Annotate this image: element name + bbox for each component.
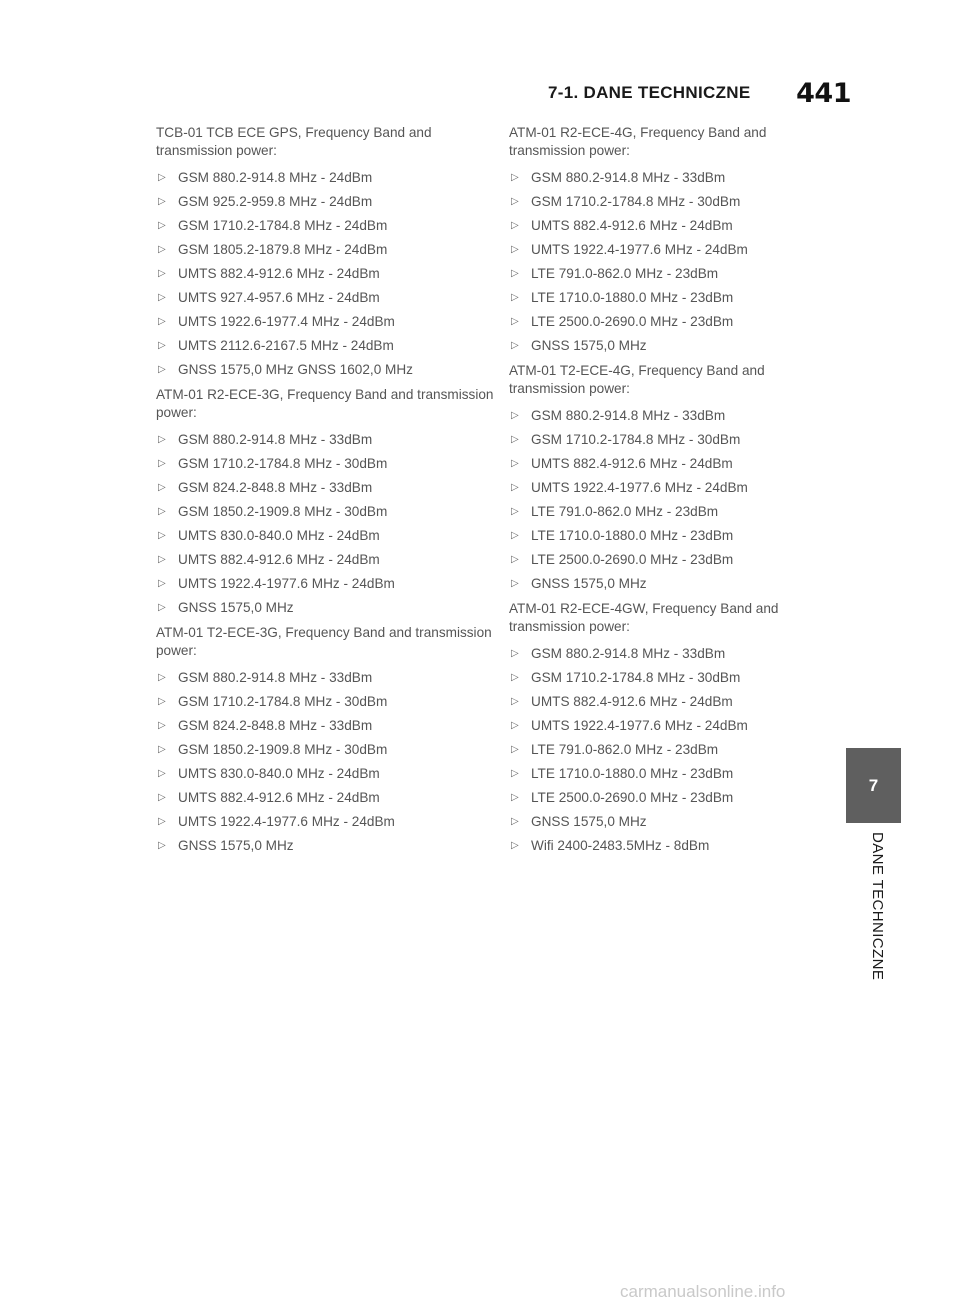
- list-item-text: UMTS 882.4-912.6 MHz - 24dBm: [178, 551, 380, 567]
- triangle-bullet-icon: ▷: [511, 577, 519, 589]
- list-item-text: GSM 1710.2-1784.8 MHz - 30dBm: [531, 193, 741, 209]
- list-item: [156, 237, 496, 261]
- page-header: [548, 78, 851, 108]
- section-heading: ATM-01 R2-ECE-4G, Frequency Band and transmission power:: [509, 125, 767, 158]
- list-item: [509, 427, 829, 451]
- triangle-bullet-icon: ▷: [511, 291, 519, 303]
- triangle-bullet-icon: ▷: [511, 647, 519, 659]
- triangle-bullet-icon: ▷: [511, 171, 519, 183]
- list-item-text: Wifi 2400-2483.5MHz - 8dBm: [531, 837, 710, 853]
- list-item-text: GSM 824.2-848.8 MHz - 33dBm: [178, 717, 373, 733]
- list-item: [156, 451, 496, 475]
- list-item: [509, 713, 829, 737]
- list-item: [156, 665, 496, 689]
- triangle-bullet-icon: ▷: [158, 719, 166, 731]
- list-item-text: GSM 1850.2-1909.8 MHz - 30dBm: [178, 741, 388, 757]
- list-item: [509, 641, 829, 665]
- list-item-text: UMTS 882.4-912.6 MHz - 24dBm: [531, 217, 733, 233]
- list-item: [156, 595, 496, 619]
- list-item: [156, 547, 496, 571]
- list-item-text: UMTS 1922.6-1977.4 MHz - 24dBm: [178, 313, 395, 329]
- spec-section: [509, 600, 829, 857]
- section-heading: ATM-01 T2-ECE-3G, Frequency Band and transmission power:: [156, 625, 492, 658]
- list-item-text: LTE 1710.0-1880.0 MHz - 23dBm: [531, 289, 734, 305]
- list-item-text: GSM 1710.2-1784.8 MHz - 30dBm: [178, 693, 388, 709]
- triangle-bullet-icon: ▷: [158, 577, 166, 589]
- list-item: [156, 833, 496, 857]
- triangle-bullet-icon: ▷: [158, 363, 166, 375]
- list-item: [509, 689, 829, 713]
- triangle-bullet-icon: ▷: [158, 243, 166, 255]
- list-item: [156, 357, 496, 381]
- spec-section: [156, 624, 496, 857]
- list-item-text: LTE 2500.0-2690.0 MHz - 23dBm: [531, 313, 734, 329]
- chapter-tab-number: 7: [868, 775, 879, 795]
- chapter-side-label: DANE TECHNICZNE: [869, 832, 886, 981]
- list-item-text: GNSS 1575,0 MHz: [531, 575, 647, 591]
- list-item: [156, 689, 496, 713]
- list-item: [509, 785, 829, 809]
- list-item: [509, 261, 829, 285]
- list-item: [156, 213, 496, 237]
- list-item: [156, 285, 496, 309]
- triangle-bullet-icon: ▷: [158, 743, 166, 755]
- list-item-text: UMTS 830.0-840.0 MHz - 24dBm: [178, 765, 380, 781]
- triangle-bullet-icon: ▷: [511, 791, 519, 803]
- triangle-bullet-icon: ▷: [158, 671, 166, 683]
- list-item: [509, 737, 829, 761]
- chapter-tab[interactable]: [846, 748, 901, 823]
- triangle-bullet-icon: ▷: [511, 219, 519, 231]
- list-item: [509, 451, 829, 475]
- list-item-text: LTE 1710.0-1880.0 MHz - 23dBm: [531, 527, 734, 543]
- list-item-text: LTE 791.0-862.0 MHz - 23dBm: [531, 503, 719, 519]
- triangle-bullet-icon: ▷: [511, 553, 519, 565]
- triangle-bullet-icon: ▷: [511, 339, 519, 351]
- list-item: [509, 189, 829, 213]
- triangle-bullet-icon: ▷: [158, 791, 166, 803]
- list-item-text: GNSS 1575,0 MHz: [531, 337, 647, 353]
- list-item-text: GSM 1850.2-1909.8 MHz - 30dBm: [178, 503, 388, 519]
- list-item-text: LTE 791.0-862.0 MHz - 23dBm: [531, 741, 719, 757]
- list-item: [509, 499, 829, 523]
- list-item-text: LTE 791.0-862.0 MHz - 23dBm: [531, 265, 719, 281]
- list-item-text: GSM 880.2-914.8 MHz - 33dBm: [531, 645, 726, 661]
- list-item: [156, 309, 496, 333]
- list-item: [156, 785, 496, 809]
- triangle-bullet-icon: ▷: [158, 529, 166, 541]
- list-item-text: GSM 1805.2-1879.8 MHz - 24dBm: [178, 241, 388, 257]
- triangle-bullet-icon: ▷: [158, 481, 166, 493]
- section-heading: ATM-01 R2-ECE-3G, Frequency Band and transmission power:: [156, 387, 494, 420]
- triangle-bullet-icon: ▷: [158, 553, 166, 565]
- list-item-text: UMTS 927.4-957.6 MHz - 24dBm: [178, 289, 380, 305]
- list-item-text: GSM 880.2-914.8 MHz - 33dBm: [178, 669, 373, 685]
- list-item-text: UMTS 882.4-912.6 MHz - 24dBm: [178, 265, 380, 281]
- triangle-bullet-icon: ▷: [158, 457, 166, 469]
- spec-section: [156, 124, 496, 381]
- list-item: [509, 761, 829, 785]
- triangle-bullet-icon: ▷: [158, 267, 166, 279]
- list-item: [156, 427, 496, 451]
- triangle-bullet-icon: ▷: [511, 267, 519, 279]
- list-item: [509, 165, 829, 189]
- triangle-bullet-icon: ▷: [158, 219, 166, 231]
- spec-section: [509, 362, 829, 595]
- list-item-text: UMTS 830.0-840.0 MHz - 24dBm: [178, 527, 380, 543]
- list-item: [509, 833, 829, 857]
- list-item: [156, 523, 496, 547]
- section-heading: ATM-01 T2-ECE-4G, Frequency Band and transmission power:: [509, 363, 765, 396]
- list-item: [156, 475, 496, 499]
- list-item: [156, 713, 496, 737]
- list-item-text: GNSS 1575,0 MHz GNSS 1602,0 MHz: [178, 361, 413, 377]
- list-item-text: GSM 880.2-914.8 MHz - 33dBm: [531, 169, 726, 185]
- triangle-bullet-icon: ▷: [511, 767, 519, 779]
- list-item: [509, 213, 829, 237]
- triangle-bullet-icon: ▷: [158, 839, 166, 851]
- triangle-bullet-icon: ▷: [511, 719, 519, 731]
- list-item: [156, 165, 496, 189]
- list-item: [509, 403, 829, 427]
- list-item: [509, 333, 829, 357]
- triangle-bullet-icon: ▷: [511, 457, 519, 469]
- triangle-bullet-icon: ▷: [158, 767, 166, 779]
- list-item: [509, 523, 829, 547]
- list-item-text: UMTS 882.4-912.6 MHz - 24dBm: [531, 693, 733, 709]
- list-item-text: UMTS 1922.4-1977.6 MHz - 24dBm: [531, 479, 748, 495]
- section-heading: TCB-01 TCB ECE GPS, Frequency Band and transmission power:: [156, 125, 432, 158]
- triangle-bullet-icon: ▷: [511, 671, 519, 683]
- triangle-bullet-icon: ▷: [511, 315, 519, 327]
- triangle-bullet-icon: ▷: [511, 505, 519, 517]
- list-item: [509, 309, 829, 333]
- spec-section: [156, 386, 496, 619]
- list-item: [156, 333, 496, 357]
- list-item-text: UMTS 1922.4-1977.6 MHz - 24dBm: [531, 717, 748, 733]
- section-heading: ATM-01 R2-ECE-4GW, Frequency Band and transmission power:: [509, 601, 779, 634]
- list-item: [156, 761, 496, 785]
- triangle-bullet-icon: ▷: [511, 409, 519, 421]
- list-item-text: UMTS 1922.4-1977.6 MHz - 24dBm: [178, 575, 395, 591]
- list-item: [509, 665, 829, 689]
- list-item: [509, 809, 829, 833]
- triangle-bullet-icon: ▷: [158, 291, 166, 303]
- triangle-bullet-icon: ▷: [511, 743, 519, 755]
- list-item: [509, 475, 829, 499]
- list-item-text: UMTS 1922.4-1977.6 MHz - 24dBm: [178, 813, 395, 829]
- triangle-bullet-icon: ▷: [158, 195, 166, 207]
- right-column: [509, 124, 829, 862]
- list-item-text: GNSS 1575,0 MHz: [178, 837, 294, 853]
- list-item-text: GSM 925.2-959.8 MHz - 24dBm: [178, 193, 373, 209]
- triangle-bullet-icon: ▷: [511, 481, 519, 493]
- list-item: [509, 571, 829, 595]
- list-item-text: LTE 1710.0-1880.0 MHz - 23dBm: [531, 765, 734, 781]
- list-item: [156, 499, 496, 523]
- list-item-text: GSM 880.2-914.8 MHz - 33dBm: [178, 431, 373, 447]
- triangle-bullet-icon: ▷: [511, 815, 519, 827]
- triangle-bullet-icon: ▷: [158, 339, 166, 351]
- list-item-text: GSM 880.2-914.8 MHz - 33dBm: [531, 407, 726, 423]
- triangle-bullet-icon: ▷: [511, 839, 519, 851]
- spec-section: [509, 124, 829, 357]
- list-item: [156, 809, 496, 833]
- triangle-bullet-icon: ▷: [158, 171, 166, 183]
- chapter-title: 7-1. DANE TECHNICZNE: [548, 83, 751, 102]
- triangle-bullet-icon: ▷: [158, 505, 166, 517]
- list-item-text: LTE 2500.0-2690.0 MHz - 23dBm: [531, 789, 734, 805]
- page-number: 441: [796, 77, 851, 109]
- triangle-bullet-icon: ▷: [511, 243, 519, 255]
- list-item: [156, 737, 496, 761]
- footer-watermark: carmanualsonline.info: [620, 1282, 786, 1301]
- list-item: [509, 547, 829, 571]
- list-item-text: LTE 2500.0-2690.0 MHz - 23dBm: [531, 551, 734, 567]
- triangle-bullet-icon: ▷: [158, 695, 166, 707]
- list-item: [509, 237, 829, 261]
- triangle-bullet-icon: ▷: [511, 695, 519, 707]
- triangle-bullet-icon: ▷: [158, 601, 166, 613]
- list-item-text: UMTS 882.4-912.6 MHz - 24dBm: [178, 789, 380, 805]
- triangle-bullet-icon: ▷: [158, 815, 166, 827]
- list-item-text: UMTS 882.4-912.6 MHz - 24dBm: [531, 455, 733, 471]
- left-column: [156, 124, 496, 862]
- triangle-bullet-icon: ▷: [158, 433, 166, 445]
- list-item-text: GSM 880.2-914.8 MHz - 24dBm: [178, 169, 373, 185]
- list-item-text: UMTS 1922.4-1977.6 MHz - 24dBm: [531, 241, 748, 257]
- triangle-bullet-icon: ▷: [511, 529, 519, 541]
- list-item-text: GSM 1710.2-1784.8 MHz - 30dBm: [531, 669, 741, 685]
- list-item-text: UMTS 2112.6-2167.5 MHz - 24dBm: [178, 337, 394, 353]
- list-item-text: GNSS 1575,0 MHz: [531, 813, 647, 829]
- list-item-text: GSM 1710.2-1784.8 MHz - 30dBm: [178, 455, 388, 471]
- list-item-text: GSM 1710.2-1784.8 MHz - 24dBm: [178, 217, 388, 233]
- triangle-bullet-icon: ▷: [158, 315, 166, 327]
- triangle-bullet-icon: ▷: [511, 195, 519, 207]
- list-item: [156, 189, 496, 213]
- list-item-text: GNSS 1575,0 MHz: [178, 599, 294, 615]
- list-item-text: GSM 1710.2-1784.8 MHz - 30dBm: [531, 431, 741, 447]
- triangle-bullet-icon: ▷: [511, 433, 519, 445]
- list-item: [156, 261, 496, 285]
- list-item: [156, 571, 496, 595]
- list-item-text: GSM 824.2-848.8 MHz - 33dBm: [178, 479, 373, 495]
- list-item: [509, 285, 829, 309]
